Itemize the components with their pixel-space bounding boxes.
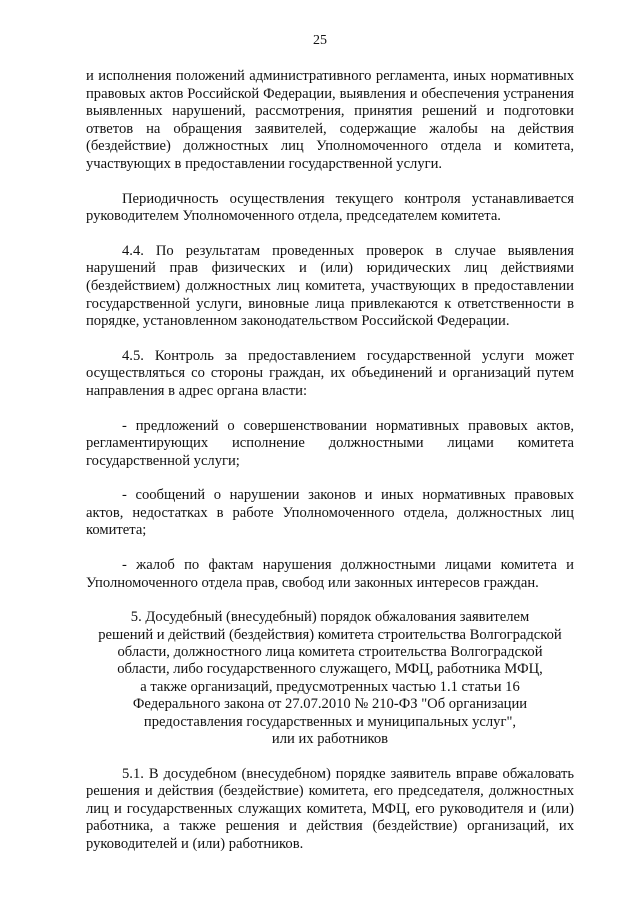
section-heading-line: решений и действий (бездействия) комитета строительства Волгоградской [98,626,562,643]
section-heading-line: области, либо государственного служащего, МФЦ, работника МФЦ, [117,661,543,678]
section-heading-line: области, должностного лица комитета строительства Волгоградской [117,644,543,661]
paragraph-4-5: 4.5. Контроль за предоставлением государственной услуги может осуществляться со стороны граждан, их объединений и организаций путем направления в адрес органа власти: [86,347,574,399]
section-heading-line: а также организаций, предусмотренных частью 1.1 статьи 16 [140,678,520,695]
paragraph-4-4: 4.4. По результатам проведенных проверок в случае выявления нарушений прав физических и (или) юридических лиц действиями (бездействием) должностных лиц комитета, участвующих в предоставлении государственной услуги, виновные лица привлекаются к ответственности в порядке, установленном законодательством Российской Федерации. [86,242,574,330]
section-heading-line: Федерального закона от 27.07.2010 № 210-ФЗ "Об организации [132,696,528,713]
section-heading-line: предоставления государственных и муниципальных услуг", [143,713,517,730]
page-number: 25 [313,33,327,48]
list-item-complaints: - жалоб по фактам нарушения должностными лицами комитета и Уполномоченного отдела прав, свобод или законных интересов граждан. [86,557,574,591]
section-heading-5 [86,609,574,748]
paragraph-5-1: 5.1. В досудебном (внесудебном) порядке заявитель вправе обжаловать решения и действия (бездействие) комитета, его председателя, должностных лиц и государственных служащих комитета, МФЦ, его руководителя и (или) работника, а также решения и действия (бездействие) организаций, их руководителей и (или) работников. [86,765,574,852]
list-item-reports: - сообщений о нарушении законов и иных нормативных правовых актов, недостатках в работе Уполномоченного отдела, должностных лиц комитета; [86,487,574,539]
document-body [86,68,574,853]
paragraph-periodicity: Периодичность осуществления текущего контроля устанавливается руководителем Уполномоченного отдела, председателем комитета. [86,190,574,225]
section-heading-line: 5. Досудебный (внесудебный) порядок обжалования заявителем [130,609,530,626]
list-item-proposals: - предложений о совершенствовании нормативных правовых актов, регламентирующих исполнение должностными лицами комитета государственной услуги; [86,417,574,469]
section-heading-line: или их работников [271,731,389,748]
paragraph-continuation: и исполнения положений административного регламента, иных нормативных правовых актов Российской Федерации, выявления и обеспечения устранения выявленных нарушений, рассмотрения, принятия решений и подготовки ответов на обращения заявителей, содержащие жалобы на действия (бездействие) должностных лиц Уполномоченного отдела и комитета, участвующих в предоставлении государственной услуги. [86,68,574,172]
